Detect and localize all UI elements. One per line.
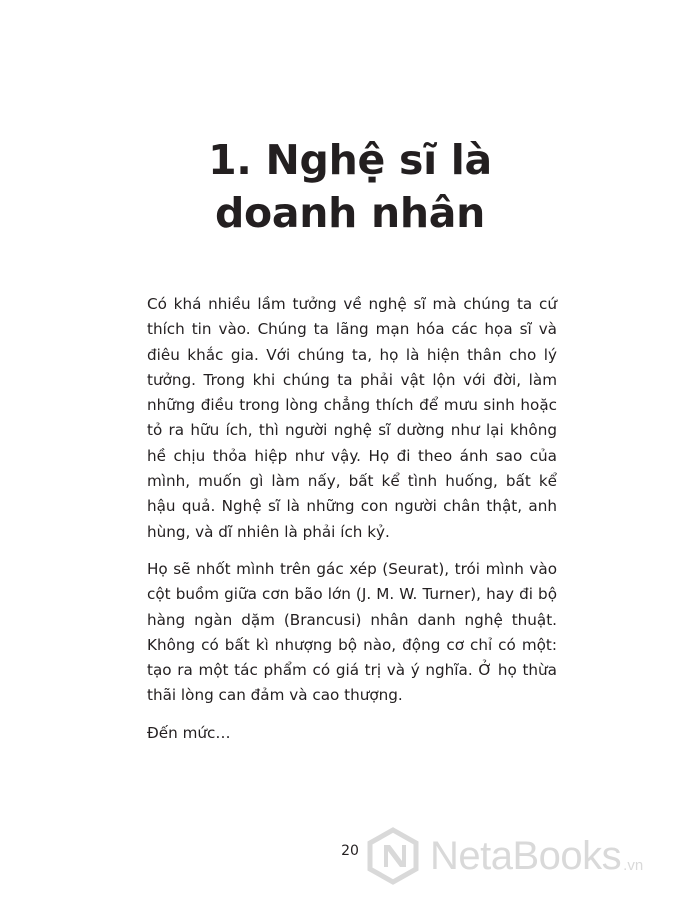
- paragraph-1: Có khá nhiều lầm tưởng về nghệ sĩ mà chúng ta cứ thích tin vào. Chúng ta lãng mạn hóa các họa sĩ và điêu khắc gia. Với chúng ta, họ là hiện thân cho lý tưởng. Trong khi chúng ta phải vật lộn với đời, làm những điều trong lòng chẳng thích để mưu sinh hoặc tỏ ra hữu ích, thì người nghệ sĩ dường như lại không hề chịu thỏa hiệp như vậy. Họ đi theo ánh sao của mình, muốn gì làm nấy, bất kể tình huống, bất kể hậu quả. Nghệ sĩ là những con người chân thật, anh hùng, và dĩ nhiên là phải ích kỷ.: [147, 295, 557, 541]
- watermark: [364, 828, 643, 884]
- chapter-title-line-1: 1. Nghệ sĩ là: [208, 136, 492, 184]
- page-number: 20: [341, 843, 359, 859]
- netabooks-logo-icon: [364, 827, 422, 885]
- watermark-suffix: .vn: [623, 857, 644, 874]
- chapter-title-line-2: doanh nhân: [214, 189, 486, 237]
- paragraph-3: Đến mức…: [147, 723, 231, 742]
- paragraph-2: Họ sẽ nhốt mình trên gác xép (Seurat), trói mình vào cột buồm giữa cơn bão lớn (J. M. W. Turner), hay đi bộ hàng ngàn dặm (Brancusi) nhân danh nghệ thuật. Không có bất kì nhượng bộ nào, động cơ chỉ có một: tạo ra một tác phẩm có giá trị và ý nghĩa. Ở họ thừa thãi lòng can đảm và cao thượng.: [147, 559, 557, 705]
- body-text: [147, 292, 557, 758]
- watermark-brand: NetaBooks: [430, 833, 622, 878]
- chapter-title: [0, 134, 700, 240]
